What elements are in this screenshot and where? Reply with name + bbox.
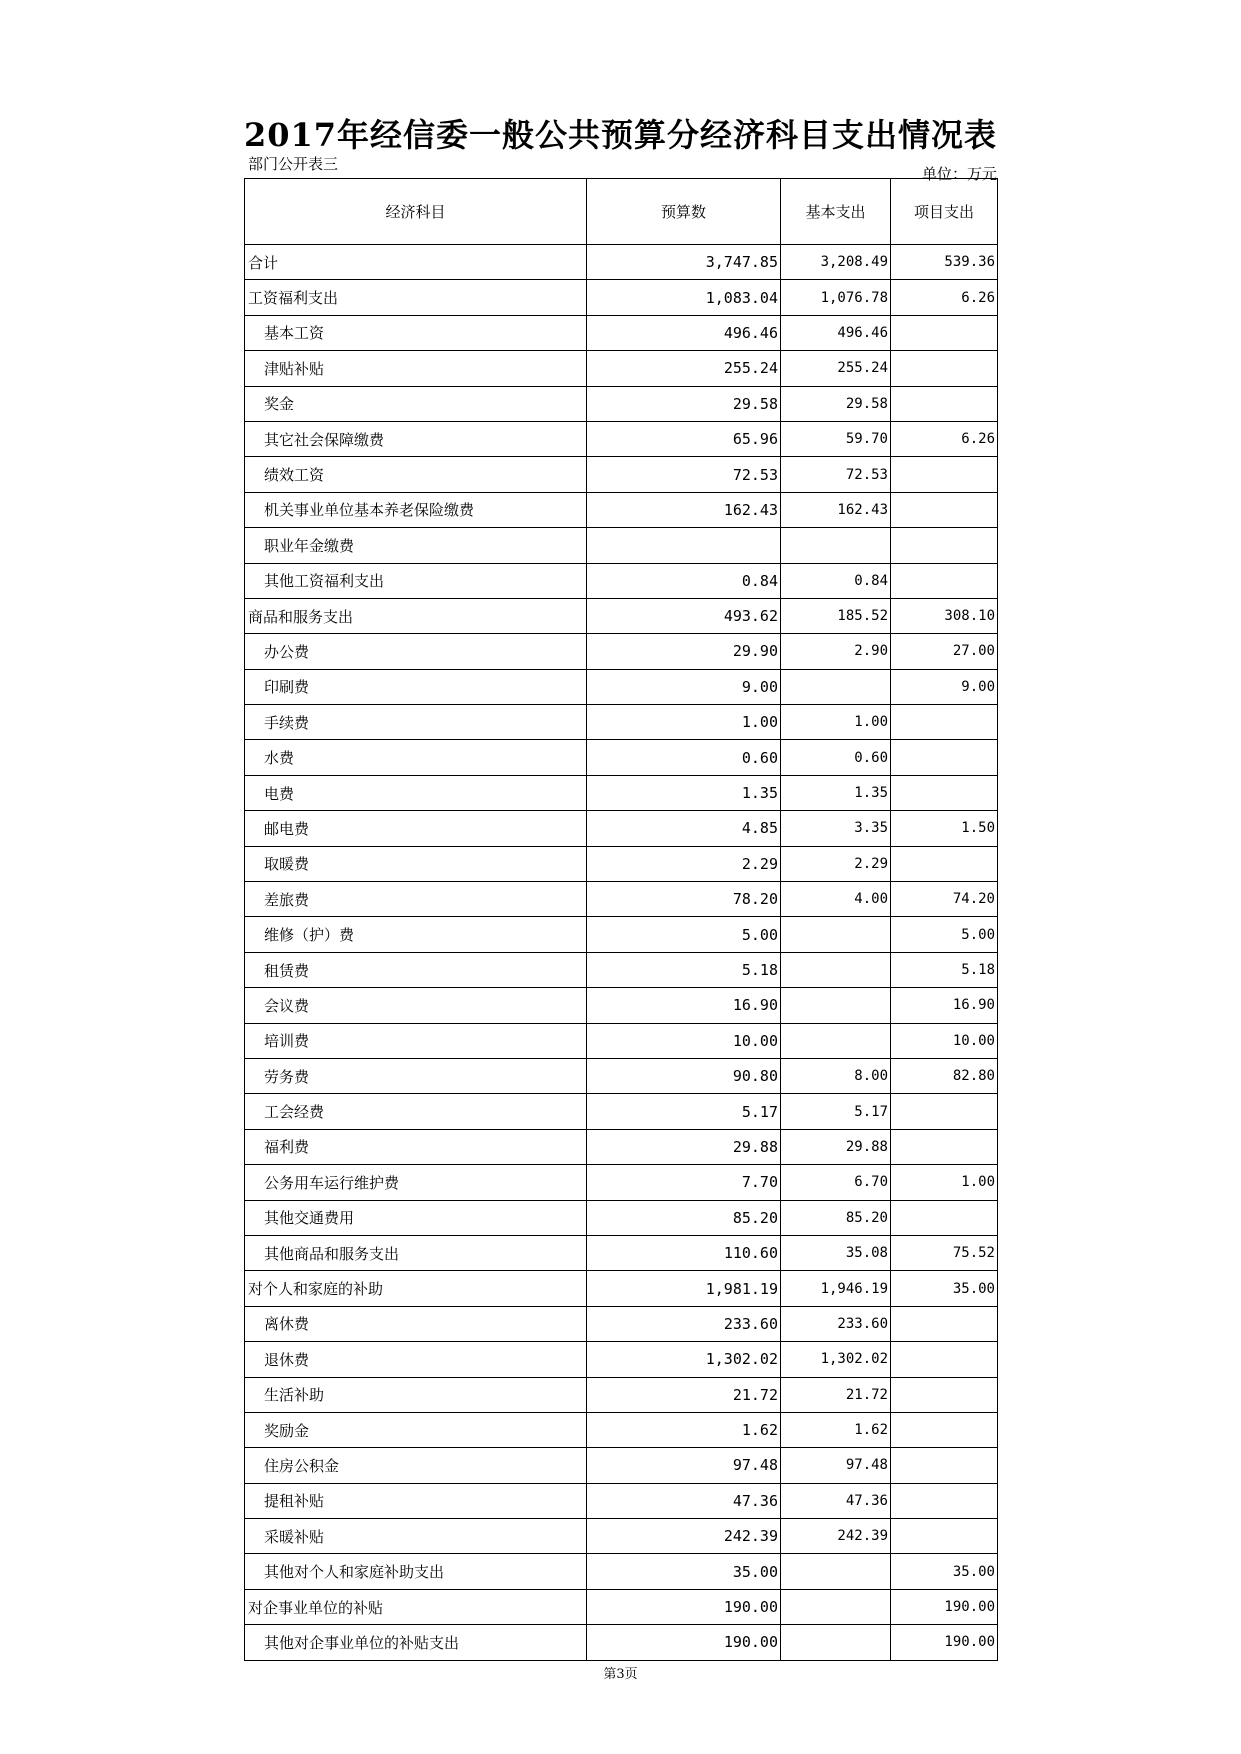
header-budget: 预算数 (587, 179, 781, 245)
cell-basic: 496.46 (781, 315, 891, 350)
cell-basic: 6.70 (781, 1165, 891, 1200)
cell-project: 82.80 (891, 1058, 998, 1093)
table-row (245, 563, 998, 598)
cell-project: 539.36 (891, 245, 998, 280)
header-project-expenditure: 项目支出 (891, 179, 998, 245)
table-row (245, 669, 998, 704)
table-row (245, 315, 998, 350)
cell-budget: 85.20 (587, 1200, 781, 1235)
cell-project (891, 351, 998, 386)
cell-budget: 255.24 (587, 351, 781, 386)
cell-item-name: 离休费 (245, 1306, 587, 1341)
cell-project (891, 1519, 998, 1554)
cell-basic: 1.00 (781, 705, 891, 740)
table-row (245, 1094, 998, 1129)
cell-project (891, 386, 998, 421)
cell-budget: 1,981.19 (587, 1271, 781, 1306)
cell-basic (781, 669, 891, 704)
cell-project: 6.26 (891, 280, 998, 315)
cell-basic: 85.20 (781, 1200, 891, 1235)
table-row (245, 598, 998, 633)
cell-project: 9.00 (891, 669, 998, 704)
cell-budget: 0.84 (587, 563, 781, 598)
cell-basic: 162.43 (781, 492, 891, 527)
cell-budget: 1,302.02 (587, 1342, 781, 1377)
cell-budget: 162.43 (587, 492, 781, 527)
cell-budget: 29.90 (587, 634, 781, 669)
cell-budget: 7.70 (587, 1165, 781, 1200)
cell-budget: 35.00 (587, 1554, 781, 1589)
cell-project (891, 1200, 998, 1235)
cell-budget: 1.00 (587, 705, 781, 740)
cell-budget: 5.18 (587, 952, 781, 987)
table-row (245, 740, 998, 775)
table-row (245, 1306, 998, 1341)
cell-basic: 59.70 (781, 421, 891, 456)
table-row (245, 1200, 998, 1235)
cell-basic: 1,302.02 (781, 1342, 891, 1377)
cell-basic: 1.62 (781, 1412, 891, 1447)
table-row (245, 528, 998, 563)
cell-basic: 47.36 (781, 1483, 891, 1518)
cell-project: 1.50 (891, 811, 998, 846)
cell-budget: 110.60 (587, 1235, 781, 1270)
cell-project (891, 1306, 998, 1341)
cell-project (891, 1129, 998, 1164)
cell-item-name: 对企事业单位的补贴 (245, 1589, 587, 1624)
cell-project: 5.00 (891, 917, 998, 952)
cell-item-name: 提租补贴 (245, 1483, 587, 1518)
cell-item-name: 其他商品和服务支出 (245, 1235, 587, 1270)
cell-project (891, 740, 998, 775)
cell-budget: 493.62 (587, 598, 781, 633)
cell-budget: 5.00 (587, 917, 781, 952)
cell-item-name: 合计 (245, 245, 587, 280)
cell-basic: 3.35 (781, 811, 891, 846)
cell-basic (781, 1023, 891, 1058)
table-row (245, 1483, 998, 1518)
table-row (245, 457, 998, 492)
cell-budget (587, 528, 781, 563)
cell-basic: 1,946.19 (781, 1271, 891, 1306)
cell-basic: 8.00 (781, 1058, 891, 1093)
cell-project: 5.18 (891, 952, 998, 987)
cell-basic: 5.17 (781, 1094, 891, 1129)
cell-project: 16.90 (891, 988, 998, 1023)
cell-item-name: 差旅费 (245, 882, 587, 917)
cell-project (891, 1412, 998, 1447)
table-row (245, 1412, 998, 1447)
cell-budget: 90.80 (587, 1058, 781, 1093)
table-row (245, 952, 998, 987)
table-row (245, 1377, 998, 1412)
cell-project (891, 846, 998, 881)
cell-basic (781, 528, 891, 563)
table-subtitle: 部门公开表三 (248, 155, 339, 173)
table-row (245, 882, 998, 917)
table-row (245, 421, 998, 456)
cell-budget: 3,747.85 (587, 245, 781, 280)
table-row (245, 245, 998, 280)
cell-item-name: 商品和服务支出 (245, 598, 587, 633)
cell-item-name: 租赁费 (245, 952, 587, 987)
cell-budget: 1.35 (587, 775, 781, 810)
cell-item-name: 对个人和家庭的补助 (245, 1271, 587, 1306)
table-row (245, 280, 998, 315)
cell-item-name: 手续费 (245, 705, 587, 740)
cell-basic: 3,208.49 (781, 245, 891, 280)
cell-budget: 78.20 (587, 882, 781, 917)
table-row (245, 1058, 998, 1093)
cell-project (891, 1342, 998, 1377)
header-basic-expenditure: 基本支出 (781, 179, 891, 245)
cell-budget: 29.88 (587, 1129, 781, 1164)
cell-project (891, 492, 998, 527)
cell-item-name: 津贴补贴 (245, 351, 587, 386)
cell-budget: 190.00 (587, 1625, 781, 1660)
cell-item-name: 其他对个人和家庭补助支出 (245, 1554, 587, 1589)
cell-item-name: 机关事业单位基本养老保险缴费 (245, 492, 587, 527)
table-row (245, 386, 998, 421)
cell-basic (781, 1589, 891, 1624)
cell-project (891, 1377, 998, 1412)
table-row (245, 1342, 998, 1377)
cell-basic: 233.60 (781, 1306, 891, 1341)
cell-item-name: 奖励金 (245, 1412, 587, 1447)
cell-basic: 29.58 (781, 386, 891, 421)
cell-project: 6.26 (891, 421, 998, 456)
cell-basic: 0.60 (781, 740, 891, 775)
cell-project: 35.00 (891, 1271, 998, 1306)
cell-budget: 9.00 (587, 669, 781, 704)
table-row (245, 1625, 998, 1660)
cell-basic: 97.48 (781, 1448, 891, 1483)
cell-budget: 242.39 (587, 1519, 781, 1554)
cell-budget: 72.53 (587, 457, 781, 492)
cell-item-name: 其它社会保障缴费 (245, 421, 587, 456)
cell-item-name: 职业年金缴费 (245, 528, 587, 563)
cell-project (891, 457, 998, 492)
cell-basic: 0.84 (781, 563, 891, 598)
cell-basic: 1,076.78 (781, 280, 891, 315)
cell-budget: 10.00 (587, 1023, 781, 1058)
cell-basic: 185.52 (781, 598, 891, 633)
page-number: 第3页 (603, 1667, 638, 1682)
cell-item-name: 福利费 (245, 1129, 587, 1164)
cell-item-name: 劳务费 (245, 1058, 587, 1093)
cell-project (891, 1483, 998, 1518)
cell-budget: 1,083.04 (587, 280, 781, 315)
cell-item-name: 基本工资 (245, 315, 587, 350)
cell-item-name: 其他工资福利支出 (245, 563, 587, 598)
cell-budget: 496.46 (587, 315, 781, 350)
cell-item-name: 培训费 (245, 1023, 587, 1058)
cell-project (891, 1448, 998, 1483)
table-row (245, 1023, 998, 1058)
cell-item-name: 工资福利支出 (245, 280, 587, 315)
cell-budget: 47.36 (587, 1483, 781, 1518)
table-row (245, 634, 998, 669)
cell-basic: 29.88 (781, 1129, 891, 1164)
cell-project: 27.00 (891, 634, 998, 669)
cell-item-name: 公务用车运行维护费 (245, 1165, 587, 1200)
cell-budget: 233.60 (587, 1306, 781, 1341)
cell-budget: 97.48 (587, 1448, 781, 1483)
table-row (245, 1448, 998, 1483)
cell-budget: 4.85 (587, 811, 781, 846)
cell-basic (781, 917, 891, 952)
cell-budget: 29.58 (587, 386, 781, 421)
cell-project: 35.00 (891, 1554, 998, 1589)
cell-item-name: 生活补助 (245, 1377, 587, 1412)
cell-basic (781, 1554, 891, 1589)
cell-basic: 1.35 (781, 775, 891, 810)
table-row (245, 917, 998, 952)
cell-item-name: 邮电费 (245, 811, 587, 846)
cell-budget: 190.00 (587, 1589, 781, 1624)
page-title: 2017年经信委一般公共预算分经济科目支出情况表 (243, 116, 998, 154)
header-economic-item: 经济科目 (245, 179, 587, 245)
table-row (245, 351, 998, 386)
cell-item-name: 水费 (245, 740, 587, 775)
cell-basic: 2.29 (781, 846, 891, 881)
cell-project: 75.52 (891, 1235, 998, 1270)
table-header-row (245, 179, 998, 245)
cell-item-name: 采暖补贴 (245, 1519, 587, 1554)
cell-item-name: 办公费 (245, 634, 587, 669)
table-row (245, 988, 998, 1023)
cell-budget: 16.90 (587, 988, 781, 1023)
cell-item-name: 会议费 (245, 988, 587, 1023)
cell-basic: 35.08 (781, 1235, 891, 1270)
table-row (245, 1519, 998, 1554)
cell-budget: 5.17 (587, 1094, 781, 1129)
cell-item-name: 工会经费 (245, 1094, 587, 1129)
cell-project: 190.00 (891, 1589, 998, 1624)
cell-project (891, 775, 998, 810)
table-row (245, 1235, 998, 1270)
cell-item-name: 退休费 (245, 1342, 587, 1377)
cell-project: 74.20 (891, 882, 998, 917)
cell-basic (781, 1625, 891, 1660)
cell-budget: 0.60 (587, 740, 781, 775)
cell-basic (781, 952, 891, 987)
table-row (245, 775, 998, 810)
cell-basic: 4.00 (781, 882, 891, 917)
table-row (245, 705, 998, 740)
cell-project (891, 1094, 998, 1129)
cell-item-name: 取暖费 (245, 846, 587, 881)
cell-basic (781, 988, 891, 1023)
cell-budget: 1.62 (587, 1412, 781, 1447)
cell-project (891, 563, 998, 598)
cell-project (891, 528, 998, 563)
cell-project: 1.00 (891, 1165, 998, 1200)
unit-label: 单位：万元 (921, 165, 997, 183)
cell-budget: 21.72 (587, 1377, 781, 1412)
cell-project (891, 315, 998, 350)
cell-project: 190.00 (891, 1625, 998, 1660)
cell-item-name: 维修（护）费 (245, 917, 587, 952)
table-row (245, 846, 998, 881)
cell-item-name: 其他对企事业单位的补贴支出 (245, 1625, 587, 1660)
cell-basic: 2.90 (781, 634, 891, 669)
cell-item-name: 绩效工资 (245, 457, 587, 492)
cell-item-name: 电费 (245, 775, 587, 810)
table-row (245, 1165, 998, 1200)
cell-project: 308.10 (891, 598, 998, 633)
cell-basic: 255.24 (781, 351, 891, 386)
cell-basic: 21.72 (781, 1377, 891, 1412)
cell-budget: 65.96 (587, 421, 781, 456)
cell-item-name: 印刷费 (245, 669, 587, 704)
cell-basic: 72.53 (781, 457, 891, 492)
table-row (245, 1554, 998, 1589)
cell-project (891, 705, 998, 740)
expenditure-table (244, 178, 998, 1661)
table-row (245, 492, 998, 527)
table-row (245, 1129, 998, 1164)
cell-item-name: 其他交通费用 (245, 1200, 587, 1235)
table-row (245, 811, 998, 846)
table-row (245, 1271, 998, 1306)
cell-project: 10.00 (891, 1023, 998, 1058)
cell-item-name: 住房公积金 (245, 1448, 587, 1483)
cell-item-name: 奖金 (245, 386, 587, 421)
cell-basic: 242.39 (781, 1519, 891, 1554)
cell-budget: 2.29 (587, 846, 781, 881)
table-row (245, 1589, 998, 1624)
